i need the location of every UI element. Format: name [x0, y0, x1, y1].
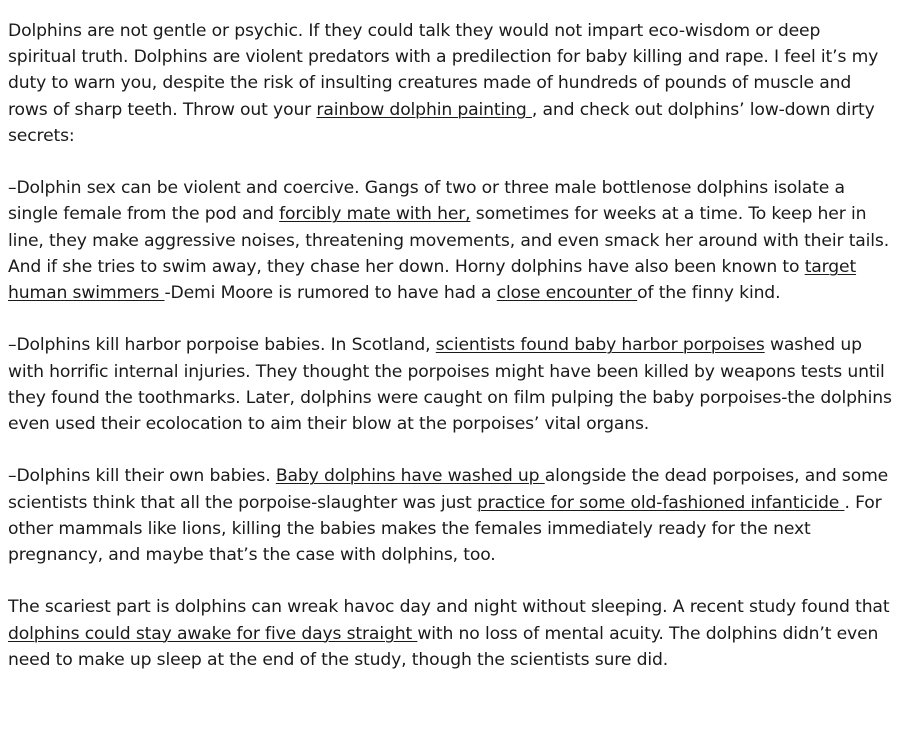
paragraph-sleep	[8, 594, 893, 673]
link-five-days-awake[interactable]: dolphins could stay awake for five days straight	[8, 623, 418, 644]
link-baby-dolphins-washed-up[interactable]: Baby dolphins have washed up	[275, 466, 545, 487]
paragraph-dolphin-sex	[8, 175, 893, 306]
paragraph-text: with no loss of mental acuity. The dolphins didn’t even need to make up sleep at the end of the study, though the scientists sure did.	[8, 623, 879, 670]
link-close-encounter[interactable]: close encounter	[496, 283, 638, 304]
paragraph-text: , and check out dolphins’ low-down dirty secrets:	[8, 99, 875, 146]
paragraph-text: washed up with horrific internal injuries. They thought the porpoises might have been killed by weapons tests until they found the toothmarks. Later, dolphins were caught on film pulping the baby porpoises-the dolphins even used their ecolocation to aim their blow at the porpoises’ vital organs.	[8, 335, 892, 435]
paragraph-text: –Dolphins kill their own babies.	[8, 466, 276, 487]
paragraph-intro	[8, 18, 893, 149]
link-target-human-swimmers[interactable]: target human swimmers	[8, 256, 857, 304]
paragraph-text: –Dolphin sex can be violent and coercive. Gangs of two or three male bottlenose dolphins isolate a single female from the pod and	[8, 178, 845, 225]
paragraph-text: sometimes for weeks at a time. To keep her in line, they make aggressive noises, threatening movements, and even smack her around with their tails. And if she tries to swim away, they chase her down. Horny dolphins have also been known to	[8, 204, 890, 277]
paragraph-text: –Dolphins kill harbor porpoise babies. In Scotland,	[8, 335, 436, 356]
link-scientists-found-porpoises[interactable]: scientists found baby harbor porpoises	[435, 335, 765, 356]
link-rainbow-dolphin-painting[interactable]: rainbow dolphin painting	[316, 99, 532, 120]
paragraph-text: alongside the dead porpoises, and some scientists think that all the porpoise-slaughter was just	[8, 466, 889, 513]
paragraph-harbor-porpoise	[8, 332, 893, 437]
paragraph-text: The scariest part is dolphins can wreak havoc day and night without sleeping. A recent study found that	[8, 597, 890, 618]
link-practice-infanticide[interactable]: practice for some old-fashioned infanticide	[476, 492, 845, 513]
paragraph-text: . For other mammals like lions, killing the babies makes the females immediately ready for the next pregnancy, and maybe that’s the case with dolphins, too.	[8, 492, 882, 566]
link-forcibly-mate[interactable]: forcibly mate with her,	[279, 204, 471, 225]
paragraph-own-babies	[8, 463, 893, 568]
paragraph-text: Dolphins are not gentle or psychic. If they could talk they would not impart eco-wisdom or deep spiritual truth. Dolphins are violent predators with a predilection for baby killing and rape. I feel it’s my duty to warn you, despite the risk of insulting creatures made of hundreds of pounds of muscle and rows of sharp teeth. Throw out your	[8, 21, 879, 120]
paragraph-text: of the finny kind.	[637, 283, 781, 304]
paragraph-text: -Demi Moore is rumored to have had a	[164, 283, 497, 304]
